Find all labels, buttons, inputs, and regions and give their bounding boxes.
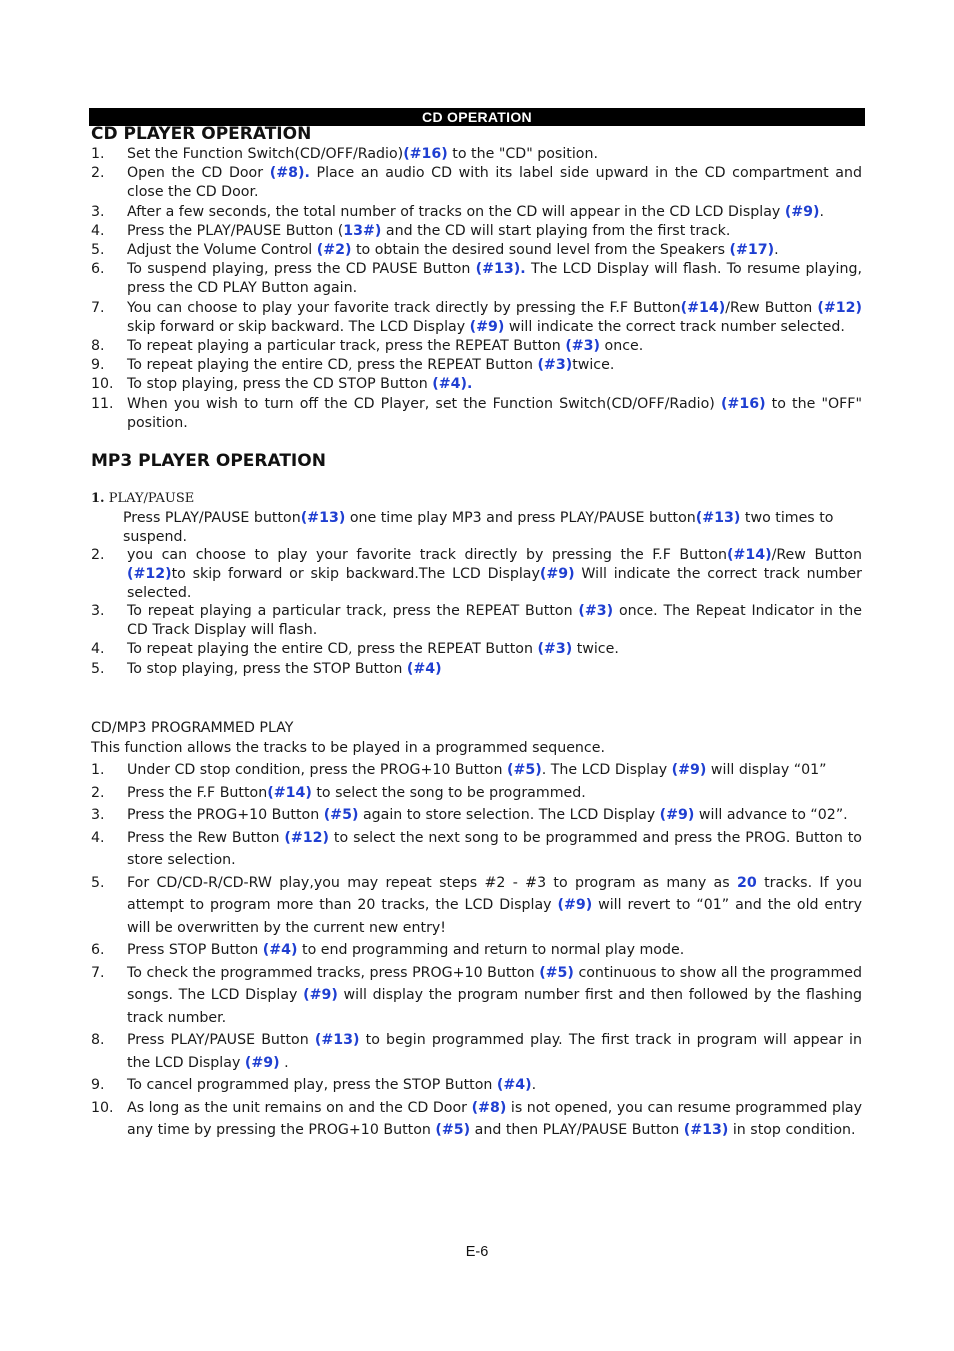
step-text: To check the programmed tracks, press PROG+10 Button bbox=[127, 964, 540, 981]
reference-label: (#9) bbox=[539, 565, 575, 582]
step-text: . The LCD Display bbox=[541, 762, 672, 778]
step-text: Adjust the Volume Control bbox=[127, 242, 317, 259]
step-text: is not opened, you can resume programmed play any time by pressing the PROG+10 Button bbox=[127, 1099, 863, 1138]
step-text: After a few seconds, the total number of tracks on the CD will appear in the CD LCD Display bbox=[127, 203, 785, 220]
reference-label: (#12) bbox=[127, 565, 172, 582]
step-text: To repeat playing the entire CD bbox=[127, 640, 349, 657]
reference-label: (#3) bbox=[578, 603, 614, 620]
reference-label: (#13) bbox=[314, 1032, 360, 1048]
reference-label: (#5) bbox=[435, 1122, 471, 1138]
step-text: continuous to show all the programmed songs. The LCD Display bbox=[127, 964, 863, 1003]
step-text: once. The Repeat Indicator in the CD Track Display will flash. bbox=[127, 603, 862, 639]
list-item bbox=[91, 804, 862, 827]
step-number: 2. bbox=[91, 547, 105, 563]
section-banner: CD OPERATION bbox=[89, 108, 865, 126]
programmed-play-heading: CD/MP3 PROGRAMMED PLAY bbox=[91, 720, 294, 736]
reference-label: (#16) bbox=[403, 146, 448, 162]
step-text: . bbox=[531, 1077, 537, 1093]
cd-player-heading: CD PLAYER OPERATION bbox=[91, 124, 312, 144]
reference-label: (#16) bbox=[720, 395, 766, 412]
reference-label: (#13). bbox=[475, 261, 526, 278]
step-text: will display “01” bbox=[706, 762, 827, 778]
list-item bbox=[91, 640, 862, 660]
reference-label: (#5) bbox=[506, 762, 542, 778]
reference-label: (#4) bbox=[262, 942, 298, 958]
reference-label: 13#) bbox=[343, 222, 382, 239]
step-number: 4. bbox=[91, 222, 105, 239]
step-text: Press the PLAY/PAUSE Button ( bbox=[127, 222, 344, 239]
step-text: Press the Rew Button bbox=[127, 829, 285, 846]
step-number: 9. bbox=[91, 357, 105, 374]
reference-label: (#3) bbox=[537, 640, 573, 657]
list-item bbox=[91, 375, 862, 394]
mp3-play-pause-subheading bbox=[91, 491, 194, 506]
list-item bbox=[91, 660, 862, 679]
step-text: Will indicate the correct track number selected. bbox=[127, 565, 862, 601]
step-number: 7. bbox=[91, 299, 105, 316]
step-text: When you wish to turn off the CD Player, set the Function Switch(CD/OFF/Radio) bbox=[127, 395, 721, 412]
step-number: 10. bbox=[91, 1099, 114, 1116]
step-text: one time play MP3 and press PLAY/PAUSE button bbox=[345, 510, 696, 526]
step-text: press the REPEAT Button bbox=[352, 357, 538, 374]
step-number: 2. bbox=[91, 165, 105, 182]
programmed-steps-list bbox=[91, 759, 862, 1142]
list-item bbox=[91, 164, 862, 202]
reference-label: (#9) bbox=[244, 1054, 280, 1071]
step-text: Press the PROG+10 Button bbox=[127, 807, 324, 823]
step-number: 7. bbox=[91, 964, 105, 981]
list-item bbox=[91, 1074, 862, 1097]
step-text: , bbox=[348, 358, 353, 374]
cd-steps-list bbox=[91, 145, 862, 433]
step-text: Under CD stop condition, press the PROG+10 Button bbox=[127, 762, 507, 778]
step-text: To cancel programmed play, press the STOP Button bbox=[127, 1077, 497, 1093]
list-item bbox=[91, 759, 862, 782]
step-text: will display the program number first and then followed by the flashing track number. bbox=[127, 987, 862, 1026]
step-number: 4. bbox=[91, 829, 105, 846]
reference-label: (#12) bbox=[284, 829, 329, 846]
step-number: 5. bbox=[91, 874, 105, 891]
step-number: 3. bbox=[91, 603, 105, 620]
step-number: 4. bbox=[91, 640, 105, 657]
list-item bbox=[91, 962, 862, 1030]
step-number: 11. bbox=[91, 395, 114, 412]
step-text: Set the Function Switch(CD/OFF/Radio) bbox=[127, 146, 404, 162]
reference-label: (#9) bbox=[469, 318, 505, 335]
step-text: two times to suspend. bbox=[123, 510, 834, 545]
step-text: to the "CD" position. bbox=[447, 146, 598, 162]
mp3-sub-number: 1. bbox=[91, 491, 105, 506]
list-item bbox=[91, 1097, 862, 1142]
step-text: . bbox=[819, 203, 825, 220]
step-number: 6. bbox=[91, 942, 105, 958]
step-text: skip forward or skip backward. The LCD Display bbox=[127, 318, 470, 335]
list-item bbox=[91, 222, 862, 241]
step-text: , bbox=[348, 641, 353, 657]
reference-label: (#17) bbox=[729, 242, 775, 259]
step-text: To repeat playing a particular track, press the REPEAT Button bbox=[127, 603, 579, 620]
step-text: will indicate the correct track number selected. bbox=[504, 318, 845, 335]
step-text: To repeat playing a particular track, press the REPEAT Button bbox=[127, 338, 566, 355]
step-text: To repeat playing the entire CD bbox=[127, 357, 349, 374]
step-number: 5. bbox=[91, 242, 105, 259]
list-item bbox=[91, 145, 862, 164]
step-text: to select the song to be programmed. bbox=[311, 784, 586, 801]
step-number: 2. bbox=[91, 784, 105, 801]
step-text: . bbox=[279, 1054, 289, 1071]
list-item bbox=[91, 939, 862, 962]
list-item bbox=[91, 203, 862, 222]
list-item bbox=[91, 356, 862, 375]
step-text: . bbox=[774, 242, 779, 259]
programmed-play-intro: This function allows the tracks to be played in a programmed sequence. bbox=[91, 740, 605, 756]
step-number: 8. bbox=[91, 1032, 105, 1048]
list-item bbox=[91, 602, 862, 640]
reference-label: (#9) bbox=[671, 762, 707, 778]
reference-label: 20 bbox=[736, 874, 757, 891]
step-text: to begin programmed play. The first track in program will appear in the LCD Display bbox=[127, 1032, 862, 1071]
step-text: tracks. If you attempt to program more than 20 tracks, the LCD Display bbox=[127, 874, 862, 913]
mp3-player-heading: MP3 PLAYER OPERATION bbox=[91, 451, 326, 471]
step-text: to obtain the desired sound level from the Speakers bbox=[351, 242, 730, 259]
step-number: 10. bbox=[91, 376, 114, 393]
step-text: in stop condition. bbox=[728, 1122, 856, 1138]
reference-label: (#8). bbox=[269, 165, 310, 182]
mp3-steps-list bbox=[91, 546, 862, 679]
step-text: twice. bbox=[572, 357, 615, 374]
step-text: to the "OFF" position. bbox=[127, 395, 862, 431]
step-text: will revert to “01” and the old entry will be overwritten by the current new entry! bbox=[127, 897, 863, 936]
step-text: to skip forward or skip backward.The LCD Display bbox=[171, 565, 540, 582]
reference-label: (#13) bbox=[683, 1122, 729, 1138]
step-number: 6. bbox=[91, 261, 105, 278]
step-text: As long as the unit remains on and the CD Door bbox=[127, 1099, 472, 1116]
step-number: 1. bbox=[91, 762, 105, 778]
reference-label: (#2) bbox=[316, 242, 352, 259]
step-text: Press STOP Button bbox=[127, 942, 263, 958]
reference-label: (#9) bbox=[303, 987, 338, 1003]
step-text: press the REPEAT Button bbox=[352, 640, 538, 657]
list-item bbox=[91, 872, 862, 940]
step-number: 3. bbox=[91, 807, 105, 823]
step-number: 1. bbox=[91, 146, 105, 162]
list-item bbox=[91, 782, 862, 805]
step-text: Place an audio CD with its label side upward in the CD compartment and close the CD Door. bbox=[127, 165, 863, 201]
list-item bbox=[91, 260, 862, 298]
step-text: To stop playing, press the CD STOP Button bbox=[127, 376, 433, 393]
step-text: and then PLAY/PAUSE Button bbox=[470, 1122, 684, 1138]
reference-label: (#9) bbox=[557, 897, 593, 913]
step-text: and the CD will start playing from the first track. bbox=[381, 222, 731, 239]
step-text: The LCD Display will flash. To resume playing, press the CD PLAY Button again. bbox=[127, 261, 862, 297]
step-text: For CD/CD-R/CD-RW play,you may repeat steps #2 - #3 to program as many as bbox=[127, 874, 737, 891]
reference-label: (#13) bbox=[695, 510, 741, 526]
reference-label: (#4). bbox=[432, 376, 473, 393]
reference-label: (#14) bbox=[267, 784, 312, 801]
step-text: /Rew Button bbox=[771, 547, 862, 563]
step-number: 9. bbox=[91, 1077, 105, 1093]
step-text: Open the CD Door bbox=[127, 165, 270, 182]
step-text: To suspend playing, press the CD PAUSE Button bbox=[127, 261, 476, 278]
step-text: twice. bbox=[572, 640, 619, 657]
reference-label: (#13) bbox=[300, 510, 346, 526]
list-item bbox=[91, 299, 862, 337]
step-text: to select the next song to be programmed and press the PROG. Button to store selection. bbox=[127, 829, 862, 868]
reference-label: (#4) bbox=[406, 660, 442, 677]
reference-label: (#14) bbox=[680, 299, 726, 316]
step-text: to end programming and return to normal play mode. bbox=[297, 942, 685, 958]
reference-label: (#5) bbox=[323, 807, 359, 823]
step-text: /Rew Button bbox=[725, 299, 818, 316]
step-number: 8. bbox=[91, 338, 105, 355]
step-text: again to store selection. The LCD Display bbox=[358, 807, 660, 823]
reference-label: (#3) bbox=[537, 357, 573, 374]
list-item bbox=[91, 827, 862, 872]
reference-label: (#5) bbox=[539, 964, 574, 981]
step-text: To stop playing, press the STOP Button bbox=[127, 660, 407, 677]
step-text: Press the F.F Button bbox=[127, 784, 268, 801]
reference-label: (#3) bbox=[565, 338, 601, 355]
step-number: 5. bbox=[91, 660, 105, 677]
reference-label: (#8) bbox=[471, 1099, 507, 1116]
page-number: E-6 bbox=[465, 1244, 489, 1260]
step-text: you can choose to play your favorite track directly by pressing the F.F Button bbox=[127, 547, 727, 563]
step-text: once. bbox=[600, 338, 644, 355]
list-item bbox=[91, 1029, 862, 1074]
reference-label: (#14) bbox=[726, 547, 772, 563]
list-item bbox=[91, 241, 862, 260]
list-item bbox=[91, 395, 862, 433]
step-text: You can choose to play your favorite track directly by pressing the F.F Button bbox=[127, 299, 681, 316]
list-item bbox=[91, 337, 862, 356]
reference-label: (#9) bbox=[659, 807, 695, 823]
reference-label: (#9) bbox=[784, 203, 820, 220]
step-number: 3. bbox=[91, 203, 105, 220]
step-text: will advance to “02”. bbox=[694, 807, 848, 823]
mp3-play-pause-text bbox=[123, 509, 858, 547]
step-text: Press PLAY/PAUSE button bbox=[123, 510, 301, 526]
step-text: Press PLAY/PAUSE Button bbox=[127, 1032, 315, 1048]
reference-label: (#12) bbox=[817, 299, 863, 316]
mp3-sub-label: PLAY/PAUSE bbox=[108, 491, 195, 506]
list-item bbox=[91, 546, 862, 602]
reference-label: (#4) bbox=[496, 1077, 532, 1093]
